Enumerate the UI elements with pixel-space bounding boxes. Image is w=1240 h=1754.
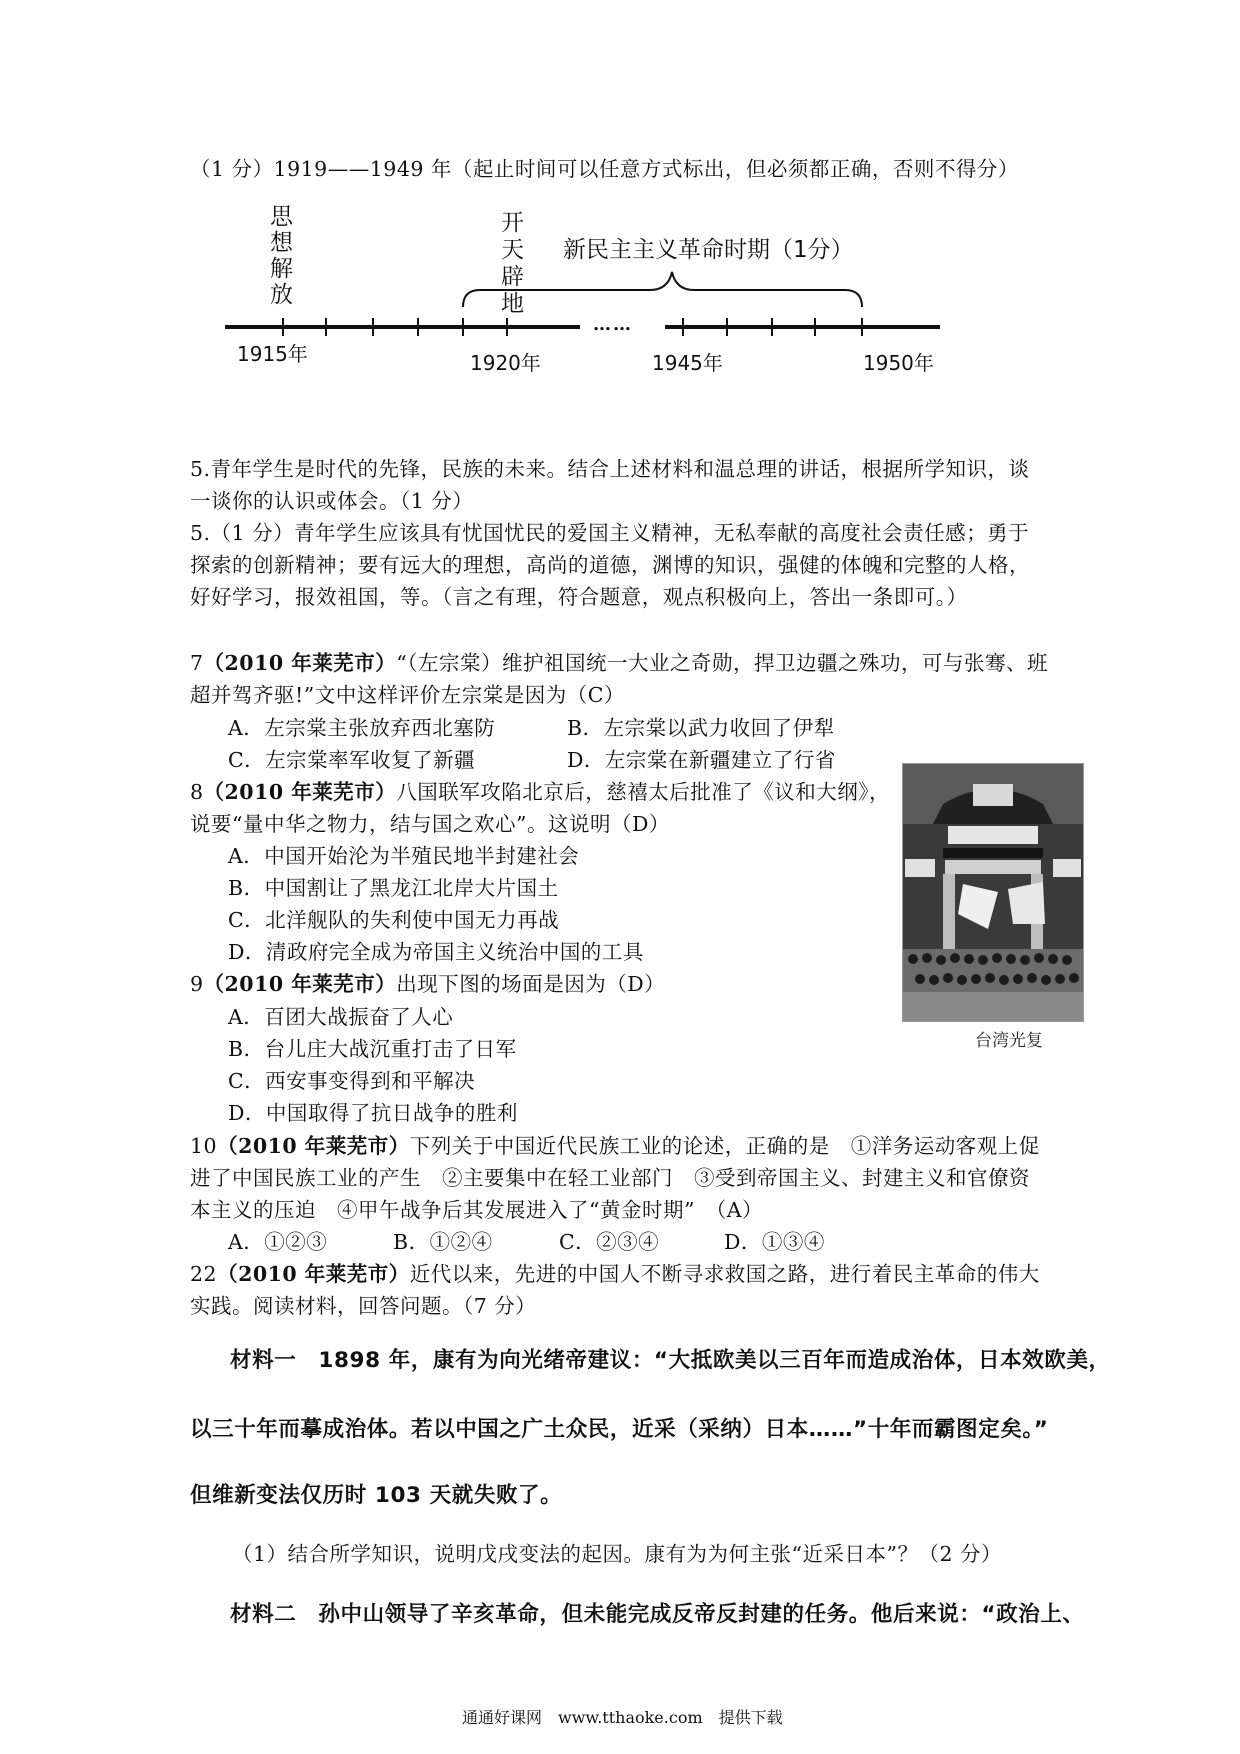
material1-line: 但维新变法仅历时 103 天就失败了。 xyxy=(190,1483,563,1508)
q8-number: 8 xyxy=(190,780,204,804)
q10-option-d: D．①③④ xyxy=(724,1230,825,1254)
material1-line: 以三十年而摹成治体。若以中国之广土众民，近采（采纳）日本……”十年而霸图定矣。” xyxy=(190,1417,1049,1442)
q22-number: 22 xyxy=(190,1262,218,1286)
q10-option-b: B．①②④ xyxy=(393,1230,493,1254)
q10-stem-line3: 本主义的压迫 ④甲午战争后其发展进入了“黄金时期” （A） xyxy=(190,1198,764,1222)
q9-option-a: A．百团大战振奋了人心 xyxy=(228,1005,454,1029)
q22-stem-line2: 实践。阅读材料，回答问题。（7 分） xyxy=(190,1294,537,1318)
q5-answer-line: 5.（1 分）青年学生应该具有忧国忧民的爱国主义精神，无私奉献的高度社会责任感；勇于 xyxy=(190,521,1030,545)
q5-question-line: 一谈你的认识或体会。（1 分） xyxy=(190,489,474,513)
q8-source: （2010 年莱芜市） xyxy=(203,780,397,804)
q9-number: 9 xyxy=(190,972,204,996)
q10-number: 10 xyxy=(190,1134,218,1158)
q9-option-d: D．中国取得了抗日战争的胜利 xyxy=(228,1101,518,1125)
q7-option-d: D．左宗棠在新疆建立了行省 xyxy=(567,748,836,772)
q22-stem xyxy=(190,1257,1040,1287)
footer-source: 通通好课网 www.tthaoke.com 提供下载 xyxy=(462,1708,783,1727)
q5-answer-line: 探索的创新精神；要有远大的理想，高尚的道德，渊博的知识，强健的体魄和完整的人格， xyxy=(190,553,1030,577)
q10-option-a: A．①②③ xyxy=(228,1230,328,1254)
q8-option-d: D．清政府完全成为帝国主义统治中国的工具 xyxy=(228,940,644,964)
q22-text: 近代以来，先进的中国人不断寻求救国之路，进行着民主革命的伟大 xyxy=(409,1262,1040,1286)
q5-question-line: 5.青年学生是时代的先锋，民族的未来。结合上述材料和温总理的讲话，根据所学知识，谈 xyxy=(190,457,1030,481)
material2-line: 材料二 孙中山领导了辛亥革命，但未能完成反帝反封建的任务。他后来说：“政治上、 xyxy=(230,1602,1085,1627)
label-period: 新民主主义革命时期（1分） xyxy=(563,237,854,263)
q8-option-a: A．中国开始沦为半殖民地半封建社会 xyxy=(228,844,580,868)
material1-line: 材料一 1898 年，康有为向光绪帝建议：“大抵欧美以三百年而造成治体，日本效欧美， xyxy=(230,1348,1111,1373)
label-kaitian-pidi: 开天辟地 xyxy=(501,210,524,317)
q5-answer-line: 好好学习，报效祖国，等。（言之有理，符合题意，观点积极向上，答出一条即可。） xyxy=(190,585,968,609)
q7-option-b: B．左宗棠以武力收回了伊犁 xyxy=(567,716,835,740)
q7-source: （2010 年莱芜市） xyxy=(203,651,397,675)
q10-option-c: C．②③④ xyxy=(559,1230,660,1254)
q7-stem xyxy=(190,646,1048,676)
year-1915: 1915年 xyxy=(237,342,308,366)
q7-number: 7 xyxy=(190,651,204,675)
q9-stem xyxy=(190,967,665,997)
q7-option-a: A．左宗棠主张放弃西北塞防 xyxy=(228,716,496,740)
q10-text: 下列关于中国近代民族工业的论述，正确的是 ①洋务运动客观上促 xyxy=(409,1134,1040,1158)
timeline-diagram xyxy=(0,0,1240,400)
photo-caption: 台湾光复 xyxy=(975,1031,1043,1051)
q8-stem xyxy=(190,775,890,805)
q10-stem xyxy=(190,1129,1040,1159)
q8-option-c: C．北洋舰队的失利使中国无力再战 xyxy=(228,908,560,932)
year-1945: 1945年 xyxy=(652,351,723,375)
label-thought-liberation: 思想解放 xyxy=(270,204,293,308)
q7-stem-line2: 超并驾齐驱!”文中这样评价左宗棠是因为（C） xyxy=(190,683,625,707)
q22-source: （2010 年莱芜市） xyxy=(217,1262,410,1286)
year-1950: 1950年 xyxy=(863,351,934,375)
q9-option-c: C．西安事变得到和平解决 xyxy=(228,1069,476,1093)
taiwan-restoration-photo xyxy=(902,763,1084,1022)
answer-line: （1 分）1919——1949 年（起止时间可以任意方式标出，但必须都正确，否则不得分） xyxy=(190,157,1019,181)
q9-source: （2010 年莱芜市） xyxy=(203,972,397,996)
timeline-dots: …… xyxy=(593,314,633,335)
sub-question-1: （1）结合所学知识，说明戊戌变法的起因。康有为为何主张“近采日本”？（2 分） xyxy=(232,1542,1003,1566)
q8-stem-line2: 说要“量中华之物力，结与国之欢心”。这说明（D） xyxy=(190,812,670,836)
q9-option-b: B．台儿庄大战沉重打击了日军 xyxy=(228,1037,517,1061)
year-1920: 1920年 xyxy=(470,351,541,375)
q10-stem-line2: 进了中国民族工业的产生 ②主要集中在轻工业部门 ③受到帝国主义、封建主义和官僚资 xyxy=(190,1166,1030,1190)
q10-source: （2010 年莱芜市） xyxy=(217,1134,410,1158)
q8-text: 八国联军攻陷北京后，慈禧太后批准了《议和大纲》， xyxy=(396,780,890,804)
q7-option-c: C．左宗棠率军收复了新疆 xyxy=(228,748,476,772)
q9-text: 出现下图的场面是因为（D） xyxy=(396,972,666,996)
q8-option-b: B．中国割让了黑龙江北岸大片国土 xyxy=(228,876,559,900)
q7-text: “（左宗棠）维护祖国统一大业之奇勋，捍卫边疆之殊功，可与张骞、班 xyxy=(396,651,1048,675)
